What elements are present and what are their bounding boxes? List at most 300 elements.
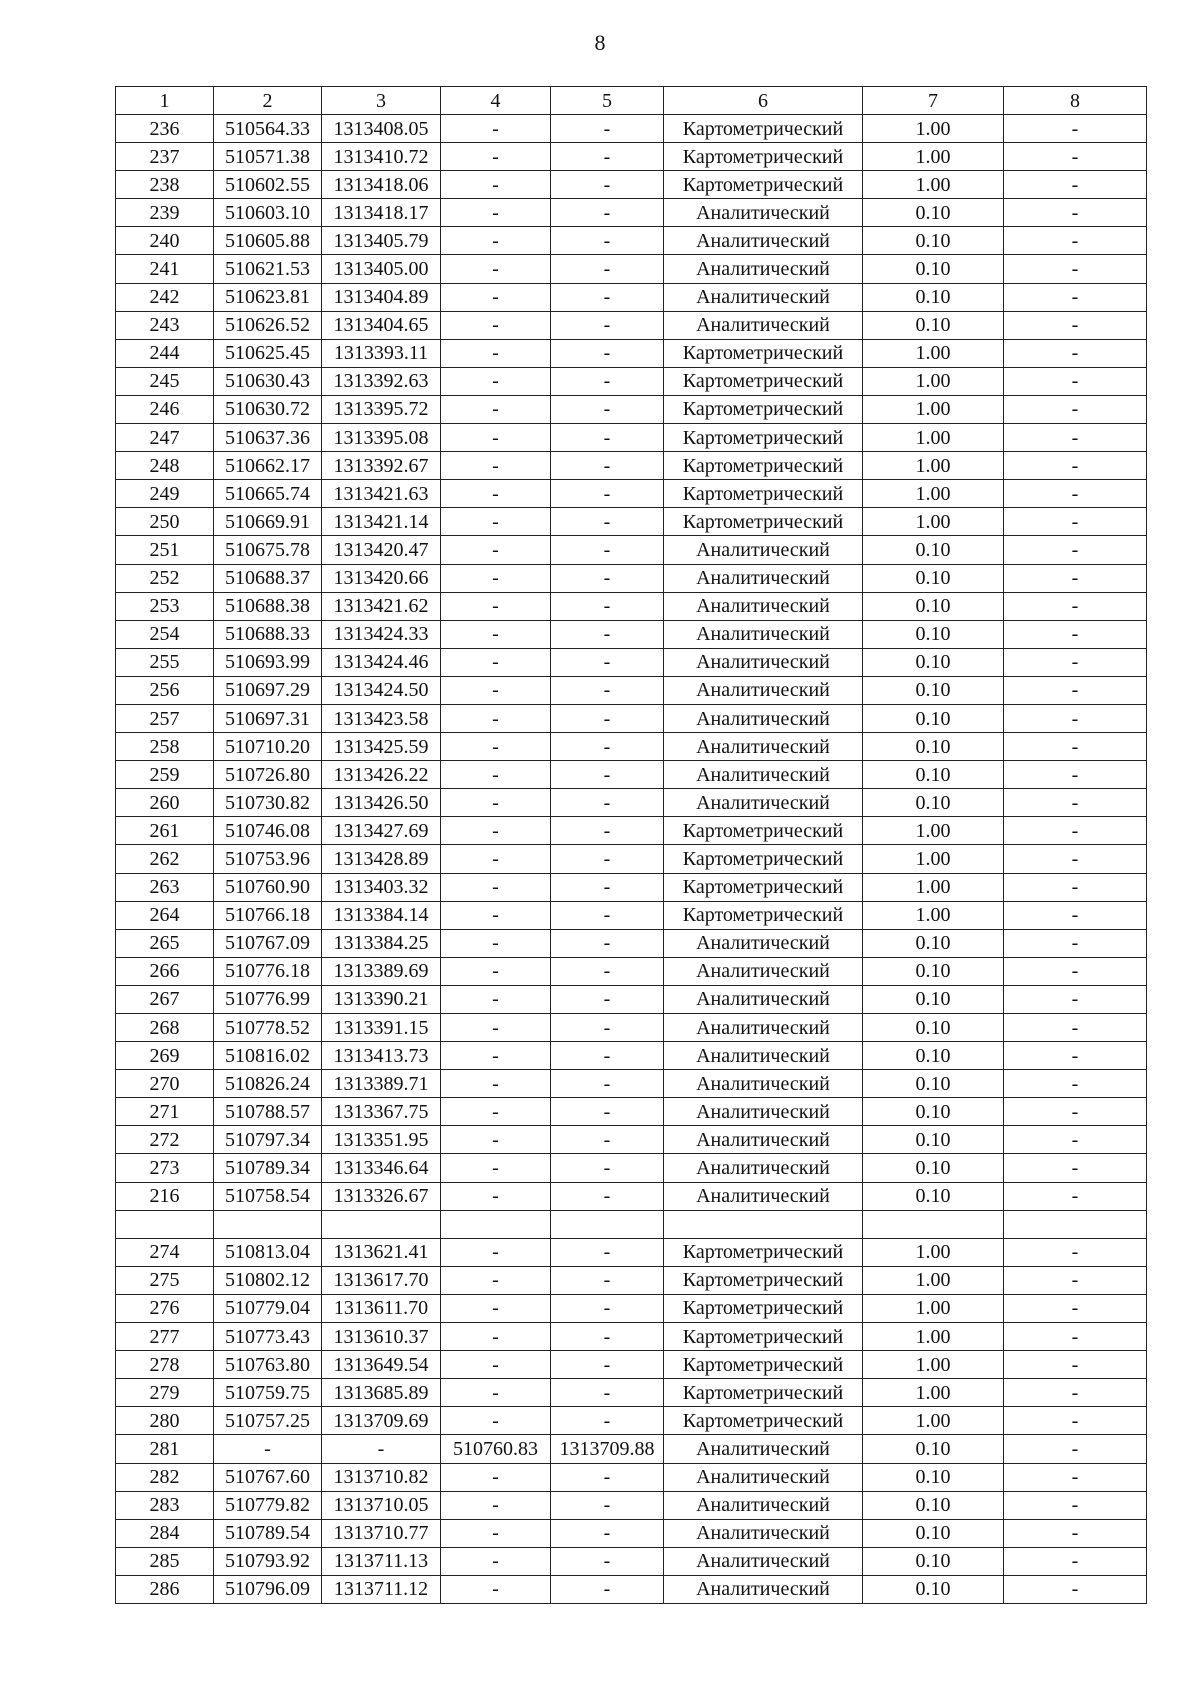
accuracy-cell: 1.00 <box>863 395 1004 423</box>
point-number-cell: 248 <box>116 452 214 480</box>
accuracy-cell: 1.00 <box>863 171 1004 199</box>
table-header-row <box>116 87 1147 115</box>
x-previous-cell: - <box>441 1042 551 1070</box>
method-cell: Аналитический <box>664 227 863 255</box>
x-coordinate-cell: 510776.99 <box>214 985 322 1013</box>
y-previous-cell: - <box>551 143 664 171</box>
method-cell: Картометрический <box>664 873 863 901</box>
table-row <box>116 592 1147 620</box>
x-coordinate-cell: 510767.60 <box>214 1463 322 1491</box>
accuracy-cell: 0.10 <box>863 957 1004 985</box>
method-cell: Аналитический <box>664 648 863 676</box>
accuracy-cell: 0.10 <box>863 1491 1004 1519</box>
accuracy-cell: 0.10 <box>863 1070 1004 1098</box>
x-previous-cell: - <box>441 733 551 761</box>
point-number-cell: 262 <box>116 845 214 873</box>
y-previous-cell: - <box>551 255 664 283</box>
x-previous-cell: - <box>441 1323 551 1351</box>
x-coordinate-cell: 510779.82 <box>214 1491 322 1519</box>
accuracy-cell: 1.00 <box>863 901 1004 929</box>
note-cell: - <box>1004 1575 1147 1603</box>
table-row <box>116 873 1147 901</box>
x-previous-cell: - <box>441 564 551 592</box>
x-coordinate-cell: 510688.33 <box>214 620 322 648</box>
y-previous-cell: - <box>551 733 664 761</box>
x-coordinate-cell: 510697.31 <box>214 704 322 732</box>
accuracy-cell: 1.00 <box>863 1323 1004 1351</box>
note-cell: - <box>1004 536 1147 564</box>
note-cell: - <box>1004 957 1147 985</box>
method-cell: Картометрический <box>664 1266 863 1294</box>
x-coordinate-cell: 510602.55 <box>214 171 322 199</box>
method-cell: Аналитический <box>664 761 863 789</box>
note-cell: - <box>1004 367 1147 395</box>
column-header: 3 <box>322 87 441 115</box>
y-previous-cell <box>551 1210 664 1238</box>
x-previous-cell: - <box>441 761 551 789</box>
method-cell: Картометрический <box>664 1238 863 1266</box>
method-cell: Аналитический <box>664 620 863 648</box>
y-previous-cell: - <box>551 676 664 704</box>
table-row <box>116 1070 1147 1098</box>
table-row <box>116 1575 1147 1603</box>
table-row <box>116 901 1147 929</box>
note-cell: - <box>1004 480 1147 508</box>
y-coordinate-cell: 1313685.89 <box>322 1379 441 1407</box>
accuracy-cell: 0.10 <box>863 255 1004 283</box>
column-header: 5 <box>551 87 664 115</box>
table-row <box>116 255 1147 283</box>
point-number-cell: 237 <box>116 143 214 171</box>
point-number-cell: 279 <box>116 1379 214 1407</box>
y-coordinate-cell: 1313428.89 <box>322 845 441 873</box>
x-previous-cell: - <box>441 985 551 1013</box>
accuracy-cell: 0.10 <box>863 704 1004 732</box>
table-row <box>116 761 1147 789</box>
y-coordinate-cell: 1313405.00 <box>322 255 441 283</box>
accuracy-cell <box>863 1210 1004 1238</box>
y-previous-cell: - <box>551 115 664 143</box>
y-coordinate-cell: 1313710.77 <box>322 1519 441 1547</box>
method-cell: Аналитический <box>664 592 863 620</box>
x-coordinate-cell: 510797.34 <box>214 1126 322 1154</box>
y-previous-cell: - <box>551 620 664 648</box>
x-previous-cell: - <box>441 1154 551 1182</box>
method-cell: Аналитический <box>664 311 863 339</box>
accuracy-cell: 0.10 <box>863 536 1004 564</box>
x-coordinate-cell: 510779.04 <box>214 1294 322 1322</box>
table-row <box>116 1519 1147 1547</box>
accuracy-cell: 1.00 <box>863 1407 1004 1435</box>
note-cell: - <box>1004 817 1147 845</box>
point-number-cell: 236 <box>116 115 214 143</box>
note-cell: - <box>1004 1463 1147 1491</box>
x-coordinate-cell: 510788.57 <box>214 1098 322 1126</box>
note-cell: - <box>1004 1547 1147 1575</box>
y-coordinate-cell: 1313610.37 <box>322 1323 441 1351</box>
point-number-cell: 238 <box>116 171 214 199</box>
method-cell: Аналитический <box>664 536 863 564</box>
method-cell: Картометрический <box>664 424 863 452</box>
y-coordinate-cell: 1313393.11 <box>322 339 441 367</box>
y-coordinate-cell: 1313617.70 <box>322 1266 441 1294</box>
method-cell: Аналитический <box>664 1042 863 1070</box>
note-cell: - <box>1004 143 1147 171</box>
accuracy-cell: 0.10 <box>863 1042 1004 1070</box>
point-number-cell: 240 <box>116 227 214 255</box>
y-previous-cell: - <box>551 1519 664 1547</box>
y-previous-cell: - <box>551 873 664 901</box>
x-coordinate-cell: 510637.36 <box>214 424 322 452</box>
y-coordinate-cell: 1313418.06 <box>322 171 441 199</box>
note-cell: - <box>1004 115 1147 143</box>
y-coordinate-cell: 1313367.75 <box>322 1098 441 1126</box>
y-coordinate-cell: 1313427.69 <box>322 817 441 845</box>
table-row <box>116 789 1147 817</box>
method-cell: Картометрический <box>664 367 863 395</box>
method-cell: Картометрический <box>664 480 863 508</box>
point-number-cell: 271 <box>116 1098 214 1126</box>
x-coordinate-cell: 510625.45 <box>214 339 322 367</box>
y-coordinate-cell: 1313389.69 <box>322 957 441 985</box>
method-cell: Картометрический <box>664 901 863 929</box>
note-cell: - <box>1004 1407 1147 1435</box>
note-cell: - <box>1004 424 1147 452</box>
y-coordinate-cell: 1313410.72 <box>322 143 441 171</box>
y-coordinate-cell: 1313418.17 <box>322 199 441 227</box>
x-previous-cell: - <box>441 424 551 452</box>
table-row <box>116 1351 1147 1379</box>
accuracy-cell: 0.10 <box>863 789 1004 817</box>
x-previous-cell: - <box>441 1407 551 1435</box>
method-cell: Картометрический <box>664 395 863 423</box>
x-previous-cell: - <box>441 845 551 873</box>
table-row <box>116 199 1147 227</box>
note-cell: - <box>1004 901 1147 929</box>
y-previous-cell: - <box>551 704 664 732</box>
point-number-cell: 278 <box>116 1351 214 1379</box>
accuracy-cell: 0.10 <box>863 227 1004 255</box>
note-cell: - <box>1004 564 1147 592</box>
method-cell: Аналитический <box>664 199 863 227</box>
table-row <box>116 1266 1147 1294</box>
x-coordinate-cell: 510766.18 <box>214 901 322 929</box>
note-cell: - <box>1004 1379 1147 1407</box>
y-coordinate-cell: 1313404.65 <box>322 311 441 339</box>
y-coordinate-cell: 1313391.15 <box>322 1014 441 1042</box>
accuracy-cell: 1.00 <box>863 143 1004 171</box>
table-row <box>116 1238 1147 1266</box>
accuracy-cell: 0.10 <box>863 1435 1004 1463</box>
y-previous-cell: - <box>551 171 664 199</box>
x-coordinate-cell: 510669.91 <box>214 508 322 536</box>
point-number-cell: 249 <box>116 480 214 508</box>
x-previous-cell: - <box>441 1126 551 1154</box>
table-row <box>116 367 1147 395</box>
table-row <box>116 171 1147 199</box>
table-row <box>116 283 1147 311</box>
accuracy-cell: 0.10 <box>863 648 1004 676</box>
column-header: 2 <box>214 87 322 115</box>
x-coordinate-cell: - <box>214 1435 322 1463</box>
point-number-cell: 243 <box>116 311 214 339</box>
y-coordinate-cell: 1313392.67 <box>322 452 441 480</box>
x-previous-cell: - <box>441 1379 551 1407</box>
note-cell: - <box>1004 929 1147 957</box>
x-previous-cell: - <box>441 873 551 901</box>
note-cell: - <box>1004 227 1147 255</box>
note-cell: - <box>1004 873 1147 901</box>
x-coordinate-cell: 510789.54 <box>214 1519 322 1547</box>
table-row <box>116 143 1147 171</box>
note-cell: - <box>1004 1491 1147 1519</box>
y-coordinate-cell: 1313403.32 <box>322 873 441 901</box>
x-previous-cell: - <box>441 171 551 199</box>
point-number-cell: 253 <box>116 592 214 620</box>
note-cell: - <box>1004 339 1147 367</box>
x-previous-cell: - <box>441 1519 551 1547</box>
accuracy-cell: 0.10 <box>863 620 1004 648</box>
y-previous-cell: - <box>551 508 664 536</box>
method-cell: Аналитический <box>664 929 863 957</box>
note-cell <box>1004 1210 1147 1238</box>
y-coordinate-cell: 1313424.50 <box>322 676 441 704</box>
accuracy-cell: 1.00 <box>863 1379 1004 1407</box>
point-number-cell: 277 <box>116 1323 214 1351</box>
method-cell: Картометрический <box>664 115 863 143</box>
accuracy-cell: 1.00 <box>863 367 1004 395</box>
table-row <box>116 1182 1147 1210</box>
y-coordinate-cell: 1313351.95 <box>322 1126 441 1154</box>
note-cell: - <box>1004 283 1147 311</box>
method-cell: Картометрический <box>664 171 863 199</box>
method-cell: Аналитический <box>664 957 863 985</box>
method-cell: Аналитический <box>664 1463 863 1491</box>
table-row <box>116 1294 1147 1322</box>
table-row <box>116 929 1147 957</box>
point-number-cell: 251 <box>116 536 214 564</box>
method-cell: Аналитический <box>664 1098 863 1126</box>
x-previous-cell: 510760.83 <box>441 1435 551 1463</box>
y-previous-cell: - <box>551 1407 664 1435</box>
x-coordinate-cell: 510726.80 <box>214 761 322 789</box>
y-coordinate-cell: 1313420.47 <box>322 536 441 564</box>
y-coordinate-cell: 1313326.67 <box>322 1182 441 1210</box>
y-coordinate-cell: 1313395.08 <box>322 424 441 452</box>
x-coordinate-cell: 510605.88 <box>214 227 322 255</box>
y-previous-cell: - <box>551 199 664 227</box>
x-coordinate-cell: 510697.29 <box>214 676 322 704</box>
note-cell: - <box>1004 592 1147 620</box>
x-coordinate-cell: 510776.18 <box>214 957 322 985</box>
y-previous-cell: - <box>551 564 664 592</box>
point-number-cell: 252 <box>116 564 214 592</box>
point-number-cell: 264 <box>116 901 214 929</box>
method-cell: Картометрический <box>664 508 863 536</box>
table-row <box>116 1407 1147 1435</box>
y-coordinate-cell: 1313426.50 <box>322 789 441 817</box>
point-number-cell: 284 <box>116 1519 214 1547</box>
y-coordinate-cell: 1313711.12 <box>322 1575 441 1603</box>
table-row <box>116 985 1147 1013</box>
x-previous-cell: - <box>441 283 551 311</box>
x-coordinate-cell: 510675.78 <box>214 536 322 564</box>
method-cell: Аналитический <box>664 1182 863 1210</box>
column-header: 6 <box>664 87 863 115</box>
y-previous-cell: - <box>551 985 664 1013</box>
note-cell: - <box>1004 508 1147 536</box>
table-row <box>116 957 1147 985</box>
accuracy-cell: 0.10 <box>863 676 1004 704</box>
method-cell: Картометрический <box>664 845 863 873</box>
y-previous-cell: - <box>551 395 664 423</box>
table-row <box>116 564 1147 592</box>
method-cell: Аналитический <box>664 1070 863 1098</box>
method-cell: Аналитический <box>664 1519 863 1547</box>
x-coordinate-cell: 510710.20 <box>214 733 322 761</box>
note-cell: - <box>1004 985 1147 1013</box>
table-row <box>116 1491 1147 1519</box>
y-coordinate-cell: 1313709.69 <box>322 1407 441 1435</box>
table-row <box>116 1126 1147 1154</box>
point-number-cell: 256 <box>116 676 214 704</box>
column-header: 4 <box>441 87 551 115</box>
point-number-cell: 242 <box>116 283 214 311</box>
table-row <box>116 227 1147 255</box>
y-previous-cell: - <box>551 592 664 620</box>
accuracy-cell: 0.10 <box>863 929 1004 957</box>
y-previous-cell: - <box>551 761 664 789</box>
y-coordinate-cell: 1313649.54 <box>322 1351 441 1379</box>
method-cell: Аналитический <box>664 1491 863 1519</box>
y-coordinate-cell: 1313404.89 <box>322 283 441 311</box>
note-cell: - <box>1004 199 1147 227</box>
table-row <box>116 452 1147 480</box>
y-previous-cell: - <box>551 1323 664 1351</box>
point-number-cell: 216 <box>116 1182 214 1210</box>
y-previous-cell: - <box>551 1042 664 1070</box>
x-previous-cell: - <box>441 957 551 985</box>
x-previous-cell: - <box>441 648 551 676</box>
accuracy-cell: 0.10 <box>863 1098 1004 1126</box>
y-coordinate-cell: 1313421.63 <box>322 480 441 508</box>
y-previous-cell: - <box>551 1351 664 1379</box>
y-coordinate-cell: 1313413.73 <box>322 1042 441 1070</box>
note-cell: - <box>1004 1014 1147 1042</box>
note-cell: - <box>1004 1294 1147 1322</box>
y-coordinate-cell: 1313710.82 <box>322 1463 441 1491</box>
x-coordinate-cell: 510626.52 <box>214 311 322 339</box>
table-row <box>116 311 1147 339</box>
method-cell <box>664 1210 863 1238</box>
table-row <box>116 508 1147 536</box>
accuracy-cell: 1.00 <box>863 1294 1004 1322</box>
method-cell: Картометрический <box>664 143 863 171</box>
method-cell: Аналитический <box>664 676 863 704</box>
y-previous-cell: - <box>551 1575 664 1603</box>
accuracy-cell: 1.00 <box>863 1351 1004 1379</box>
point-number-cell: 259 <box>116 761 214 789</box>
table-row <box>116 1210 1147 1238</box>
method-cell: Аналитический <box>664 1435 863 1463</box>
x-previous-cell: - <box>441 704 551 732</box>
x-coordinate-cell: 510688.38 <box>214 592 322 620</box>
table-row <box>116 1323 1147 1351</box>
x-coordinate-cell: 510757.25 <box>214 1407 322 1435</box>
table-row <box>116 676 1147 704</box>
x-previous-cell: - <box>441 227 551 255</box>
x-coordinate-cell: 510763.80 <box>214 1351 322 1379</box>
x-coordinate-cell: 510813.04 <box>214 1238 322 1266</box>
x-previous-cell: - <box>441 1238 551 1266</box>
method-cell: Картометрический <box>664 452 863 480</box>
table-row <box>116 1435 1147 1463</box>
method-cell: Аналитический <box>664 704 863 732</box>
table-row <box>116 424 1147 452</box>
y-previous-cell: - <box>551 452 664 480</box>
y-previous-cell: - <box>551 367 664 395</box>
x-previous-cell: - <box>441 620 551 648</box>
point-number-cell: 239 <box>116 199 214 227</box>
point-number-cell: 255 <box>116 648 214 676</box>
x-previous-cell: - <box>441 508 551 536</box>
point-number-cell: 274 <box>116 1238 214 1266</box>
y-previous-cell: - <box>551 1266 664 1294</box>
y-previous-cell: - <box>551 339 664 367</box>
accuracy-cell: 0.10 <box>863 564 1004 592</box>
y-previous-cell: - <box>551 424 664 452</box>
x-previous-cell: - <box>441 115 551 143</box>
y-previous-cell: 1313709.88 <box>551 1435 664 1463</box>
y-previous-cell: - <box>551 817 664 845</box>
table-row <box>116 1042 1147 1070</box>
table-row <box>116 620 1147 648</box>
x-coordinate-cell: 510564.33 <box>214 115 322 143</box>
note-cell: - <box>1004 311 1147 339</box>
y-previous-cell: - <box>551 901 664 929</box>
x-coordinate-cell: 510630.72 <box>214 395 322 423</box>
x-coordinate-cell: 510688.37 <box>214 564 322 592</box>
note-cell: - <box>1004 1351 1147 1379</box>
method-cell: Аналитический <box>664 1575 863 1603</box>
x-coordinate-cell: 510760.90 <box>214 873 322 901</box>
accuracy-cell: 1.00 <box>863 424 1004 452</box>
x-coordinate-cell: 510730.82 <box>214 789 322 817</box>
note-cell: - <box>1004 1519 1147 1547</box>
column-header: 7 <box>863 87 1004 115</box>
x-coordinate-cell: 510571.38 <box>214 143 322 171</box>
note-cell: - <box>1004 1126 1147 1154</box>
y-coordinate-cell: 1313346.64 <box>322 1154 441 1182</box>
x-coordinate-cell: 510665.74 <box>214 480 322 508</box>
x-previous-cell: - <box>441 255 551 283</box>
accuracy-cell: 0.10 <box>863 199 1004 227</box>
y-previous-cell: - <box>551 1014 664 1042</box>
x-previous-cell: - <box>441 1463 551 1491</box>
point-number-cell: 266 <box>116 957 214 985</box>
table-row <box>116 480 1147 508</box>
y-coordinate-cell: - <box>322 1435 441 1463</box>
accuracy-cell: 0.10 <box>863 592 1004 620</box>
x-previous-cell: - <box>441 536 551 564</box>
accuracy-cell: 0.10 <box>863 1463 1004 1491</box>
y-coordinate-cell: 1313384.14 <box>322 901 441 929</box>
x-previous-cell: - <box>441 1575 551 1603</box>
x-previous-cell: - <box>441 480 551 508</box>
point-number-cell: 254 <box>116 620 214 648</box>
method-cell: Аналитический <box>664 985 863 1013</box>
accuracy-cell: 0.10 <box>863 761 1004 789</box>
